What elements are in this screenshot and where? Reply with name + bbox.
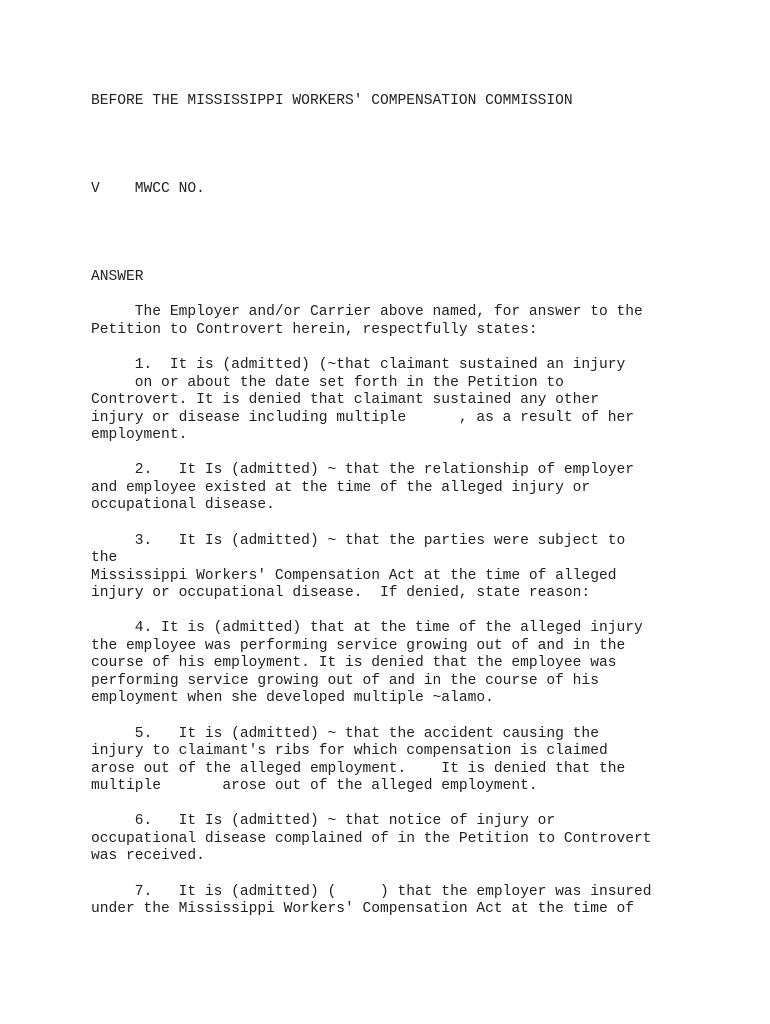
paragraph-6-line: occupational disease complained of in the Petition to Controvert (91, 831, 652, 847)
paragraph-3-line: 3. It Is (admitted) ~ that the parties were subject to (91, 533, 626, 549)
intro-line: The Employer and/or Carrier above named, for answer to the (91, 304, 643, 320)
case-caption: V MWCC NO. (91, 181, 205, 197)
paragraph-4-line: course of his employment. It is denied that the employee was (91, 655, 617, 671)
paragraph-4-line: 4. It is (admitted) that at the time of the alleged injury (91, 620, 643, 636)
paragraph-3-line: the (91, 550, 118, 566)
paragraph-7-line: under the Mississippi Workers' Compensation Act at the time of (91, 901, 634, 917)
paragraph-2-line: 2. It Is (admitted) ~ that the relationship of employer (91, 462, 634, 478)
paragraph-1-line: injury or disease including multiple , as a result of her (91, 410, 634, 426)
paragraph-4-line: employment when she developed multiple ~alamo. (91, 690, 494, 706)
paragraph-3-line: Mississippi Workers' Compensation Act at the time of alleged (91, 568, 617, 584)
paragraph-4-line: performing service growing out of and in the course of his (91, 673, 599, 689)
paragraph-5-line: injury to claimant's ribs for which compensation is claimed (91, 743, 608, 759)
paragraph-1-line: employment. (91, 427, 188, 443)
paragraph-2-line: occupational disease. (91, 497, 275, 513)
paragraph-6-line: 6. It Is (admitted) ~ that notice of injury or (91, 813, 556, 829)
paragraph-1-line: on or about the date set forth in the Petition to (91, 375, 564, 391)
paragraph-7-line: 7. It is (admitted) ( ) that the employer was insured (91, 884, 652, 900)
paragraph-5-line: 5. It is (admitted) ~ that the accident causing the (91, 726, 599, 742)
commission-header: BEFORE THE MISSISSIPPI WORKERS' COMPENSATION COMMISSION (91, 93, 573, 109)
intro-line: Petition to Controvert herein, respectfully states: (91, 322, 538, 338)
paragraph-3-line: injury or occupational disease. If denied, state reason: (91, 585, 591, 601)
paragraph-1-line: 1. It is (admitted) (~that claimant sustained an injury (91, 357, 626, 373)
paragraph-4-line: the employee was performing service growing out of and in the (91, 638, 626, 654)
paragraph-6-line: was received. (91, 848, 205, 864)
paragraph-5-line: arose out of the alleged employment. It is denied that the (91, 761, 626, 777)
paragraph-5-line: multiple arose out of the alleged employment. (91, 778, 538, 794)
paragraph-2-line: and employee existed at the time of the alleged injury or (91, 480, 591, 496)
document-title: ANSWER (91, 269, 144, 285)
paragraph-1-line: Controvert. It is denied that claimant sustained any other (91, 392, 599, 408)
